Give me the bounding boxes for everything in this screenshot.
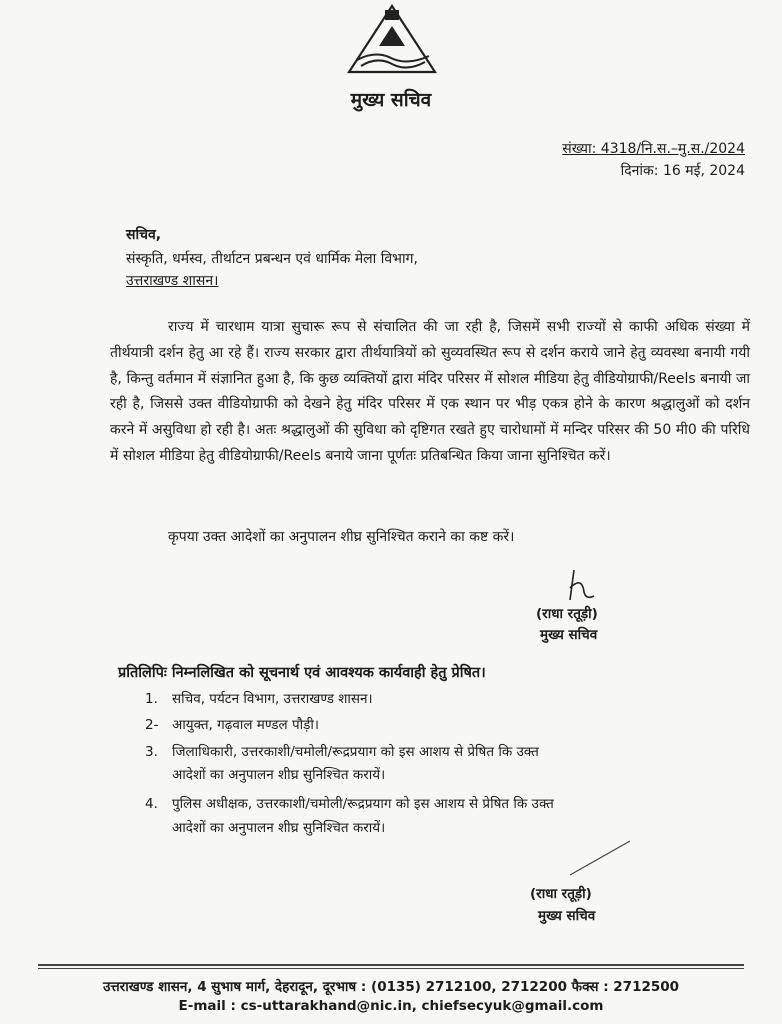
addressee-salutation: सचिव, <box>126 227 162 243</box>
request-line: कृपया उक्त आदेशों का अनुपालन शीघ्र सुनिश्चित कराने का कष्ट करें। <box>168 529 515 545</box>
copy-item-number: 1. <box>145 691 158 707</box>
signatory-title: मुख्य सचिव <box>540 627 598 643</box>
signatory-name: (राधा रतूड़ी) <box>530 886 592 902</box>
addressee-department: संस्कृति, धर्मस्व, तीर्थाटन प्रबन्धन एवं धार्मिक मेला विभाग, <box>126 251 418 267</box>
copy-item-text: जिलाधिकारी, उत्तरकाशी/चमोली/रूद्रप्रयाग को इस आशय से प्रेषित कि उक्त <box>172 744 539 760</box>
signatory-name: (राधा रतूड़ी) <box>536 606 598 622</box>
state-emblem-logo <box>345 0 440 80</box>
office-title: मुख्य सचिव <box>350 89 432 111</box>
copy-item-number: 3. <box>145 744 158 760</box>
footer-email: E-mail : cs-uttarakhand@nic.in, chiefsecyuk@gmail.com <box>178 998 604 1014</box>
letter-date: दिनांक: 16 मई, 2024 <box>620 163 745 179</box>
reference-number: संख्या: 4318/नि.स.–मु.स./2024 <box>562 141 745 157</box>
copy-item-number: 4. <box>145 796 158 812</box>
body-paragraph: राज्य में चारधाम यात्रा सुचारू रूप से संचालित की जा रही है, जिसमें सभी राज्यों से काफी अधिक संख्या में तीर्थयात्री दर्शन हेतु आ रहे हैं। राज्य सरकार द्वारा तीर्थयात्रियों को सुव्यवस्थित रूप से दर्शन कराये जाने हेतु व्यवस्था बनायी गयी है, किन्तु वर्तमान में संज्ञानित हुआ है, कि कुछ व्यक्तियों द्वारा मंदिर परिसर में सोशल मीडिया हेतु वीडियोग्राफी/Reels बनायी जा रही है, जिससे उक्त वीडियोग्राफी को देखने हेतु मंदिर परिसर में एक स्थान पर भीड़ एकत्र होने के कारण श्रद्धालुओं को दर्शन करने में असुविधा हो रही है। अतः श्रद्धालुओं की सुविधा को दृष्टिगत रखते हुए चारोधामों में मन्दिर परिसर की 50 मी0 की परिधि में सोशल मीडिया हेतु वीडियोग्राफी/Reels बनाये जाना पूर्णतः प्रतिबन्धित किया जाना सुनिश्चित करें। <box>110 319 750 464</box>
footer-divider <box>38 964 744 966</box>
signatory-title: मुख्य सचिव <box>538 908 596 924</box>
copy-item-text: आयुक्त, गढ़वाल मण्डल पौड़ी। <box>172 717 319 733</box>
copy-item-text-continued: आदेशों का अनुपालन शीघ्र सुनिश्चित करायें। <box>172 820 386 836</box>
addressee-government: उत्तराखण्ड शासन। <box>126 273 219 289</box>
copy-heading: प्रतिलिपिः निम्नलिखित को सूचनार्थ एवं आवश्यक कार्यवाही हेतु प्रेषित। <box>118 665 486 681</box>
copy-item-text: सचिव, पर्यटन विभाग, उत्तराखण्ड शासन। <box>172 691 373 707</box>
initials-mark <box>560 835 640 880</box>
copy-item-number: 2- <box>145 717 159 733</box>
signature-mark <box>560 566 600 606</box>
copy-item-text: पुलिस अधीक्षक, उत्तरकाशी/चमोली/रूद्रप्रयाग को इस आशय से प्रेषित कि उक्त <box>172 796 554 812</box>
copy-item-text-continued: आदेशों का अनुपालन शीघ्र सुनिश्चित करायें। <box>172 767 386 783</box>
footer-divider <box>38 968 744 969</box>
footer-address: उत्तराखण्ड शासन, 4 सुभाष मार्ग, देहरादून, दूरभाष : (0135) 2712100, 2712200 फैक्स : 2712500 <box>102 979 680 995</box>
